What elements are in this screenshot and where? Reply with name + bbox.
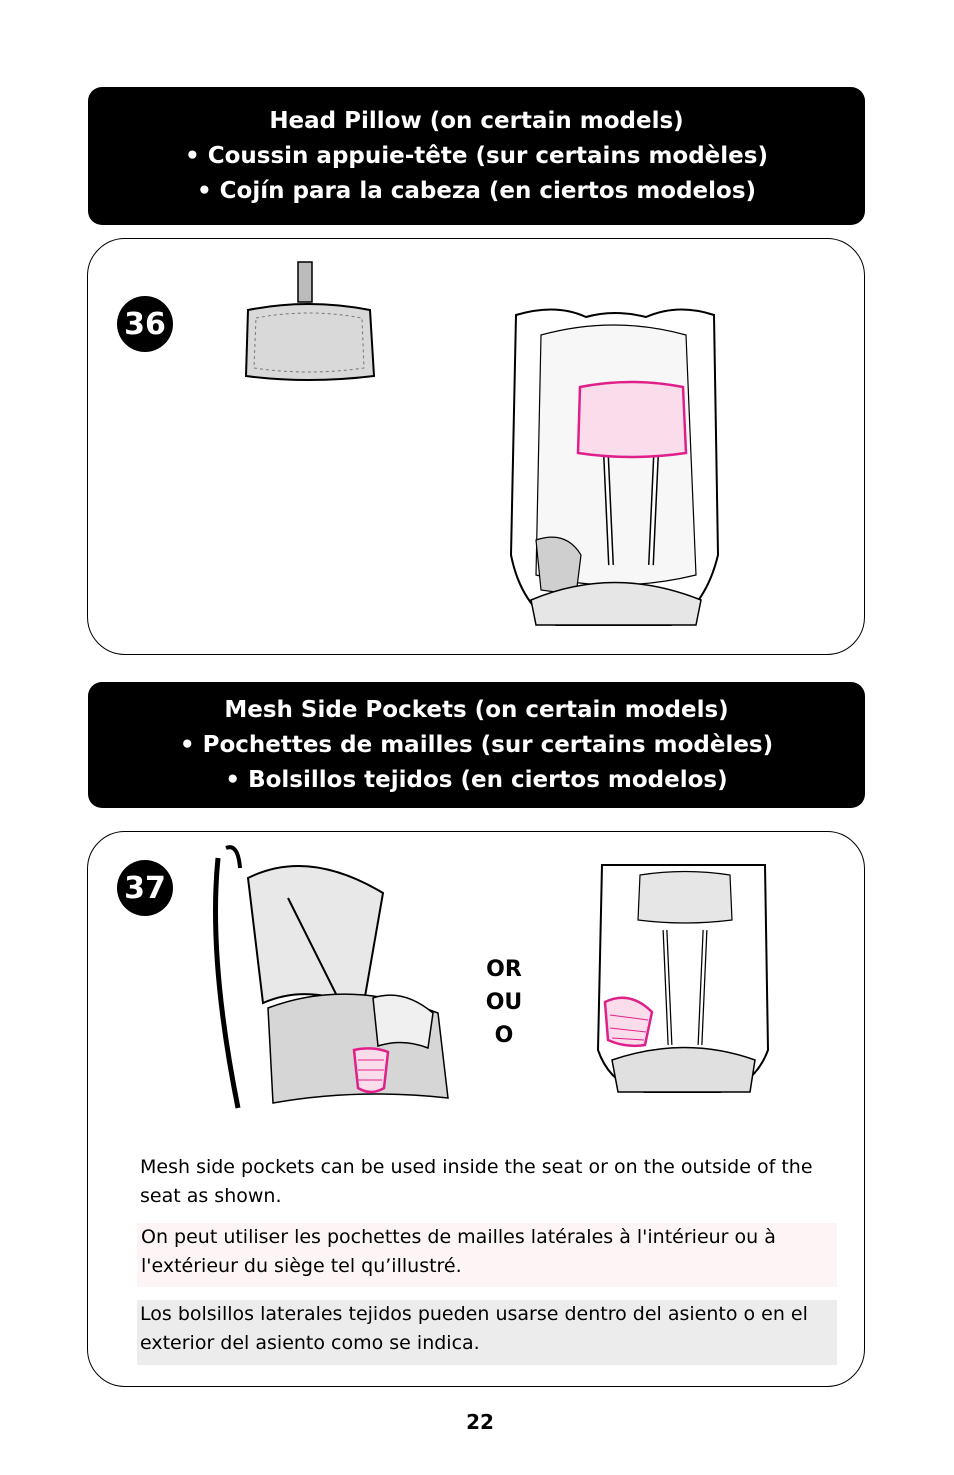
instruction-english: Mesh side pockets can be used inside the seat or on the outside of the seat as shown.	[140, 1156, 813, 1207]
or-word-es: O	[494, 1023, 514, 1048]
header-line-fr: • Pochettes de mailles (sur certains modèles)	[179, 731, 774, 758]
step-number-36: 36	[117, 296, 173, 352]
instruction-french: On peut utiliser les pochettes de mailles latérales à l'intérieur ou à l'extérieur du siège tel qu’illustré.	[137, 1223, 837, 1287]
header-line-es: • Bolsillos tejidos (en ciertos modelos)	[225, 766, 728, 793]
instruction-spanish: Los bolsillos laterales tejidos pueden usarse dentro del asiento o en el exterior del asiento como se indica.	[137, 1300, 837, 1365]
head-pillow-illustration	[238, 258, 378, 386]
or-label	[475, 953, 533, 1052]
or-word-en: OR	[486, 957, 522, 982]
header-line-en: Mesh Side Pockets (on certain models)	[224, 696, 729, 723]
header-bar-mesh-pockets	[88, 682, 865, 808]
page-number: 22	[466, 1410, 494, 1434]
stroller-with-outside-pocket-illustration	[188, 838, 468, 1113]
or-word-fr: OU	[485, 990, 523, 1015]
header-bar-head-pillow	[88, 87, 865, 225]
seat-with-pillow-illustration	[496, 305, 731, 635]
step-number-37: 37	[117, 860, 173, 916]
header-line-fr: • Coussin appuie-tête (sur certains modèles)	[185, 142, 768, 169]
header-line-en: Head Pillow (on certain models)	[269, 107, 684, 134]
step-36-panel	[87, 238, 865, 655]
seat-with-inside-pocket-illustration	[590, 860, 775, 1098]
header-line-es: • Cojín para la cabeza (en ciertos modelos)	[196, 177, 757, 204]
